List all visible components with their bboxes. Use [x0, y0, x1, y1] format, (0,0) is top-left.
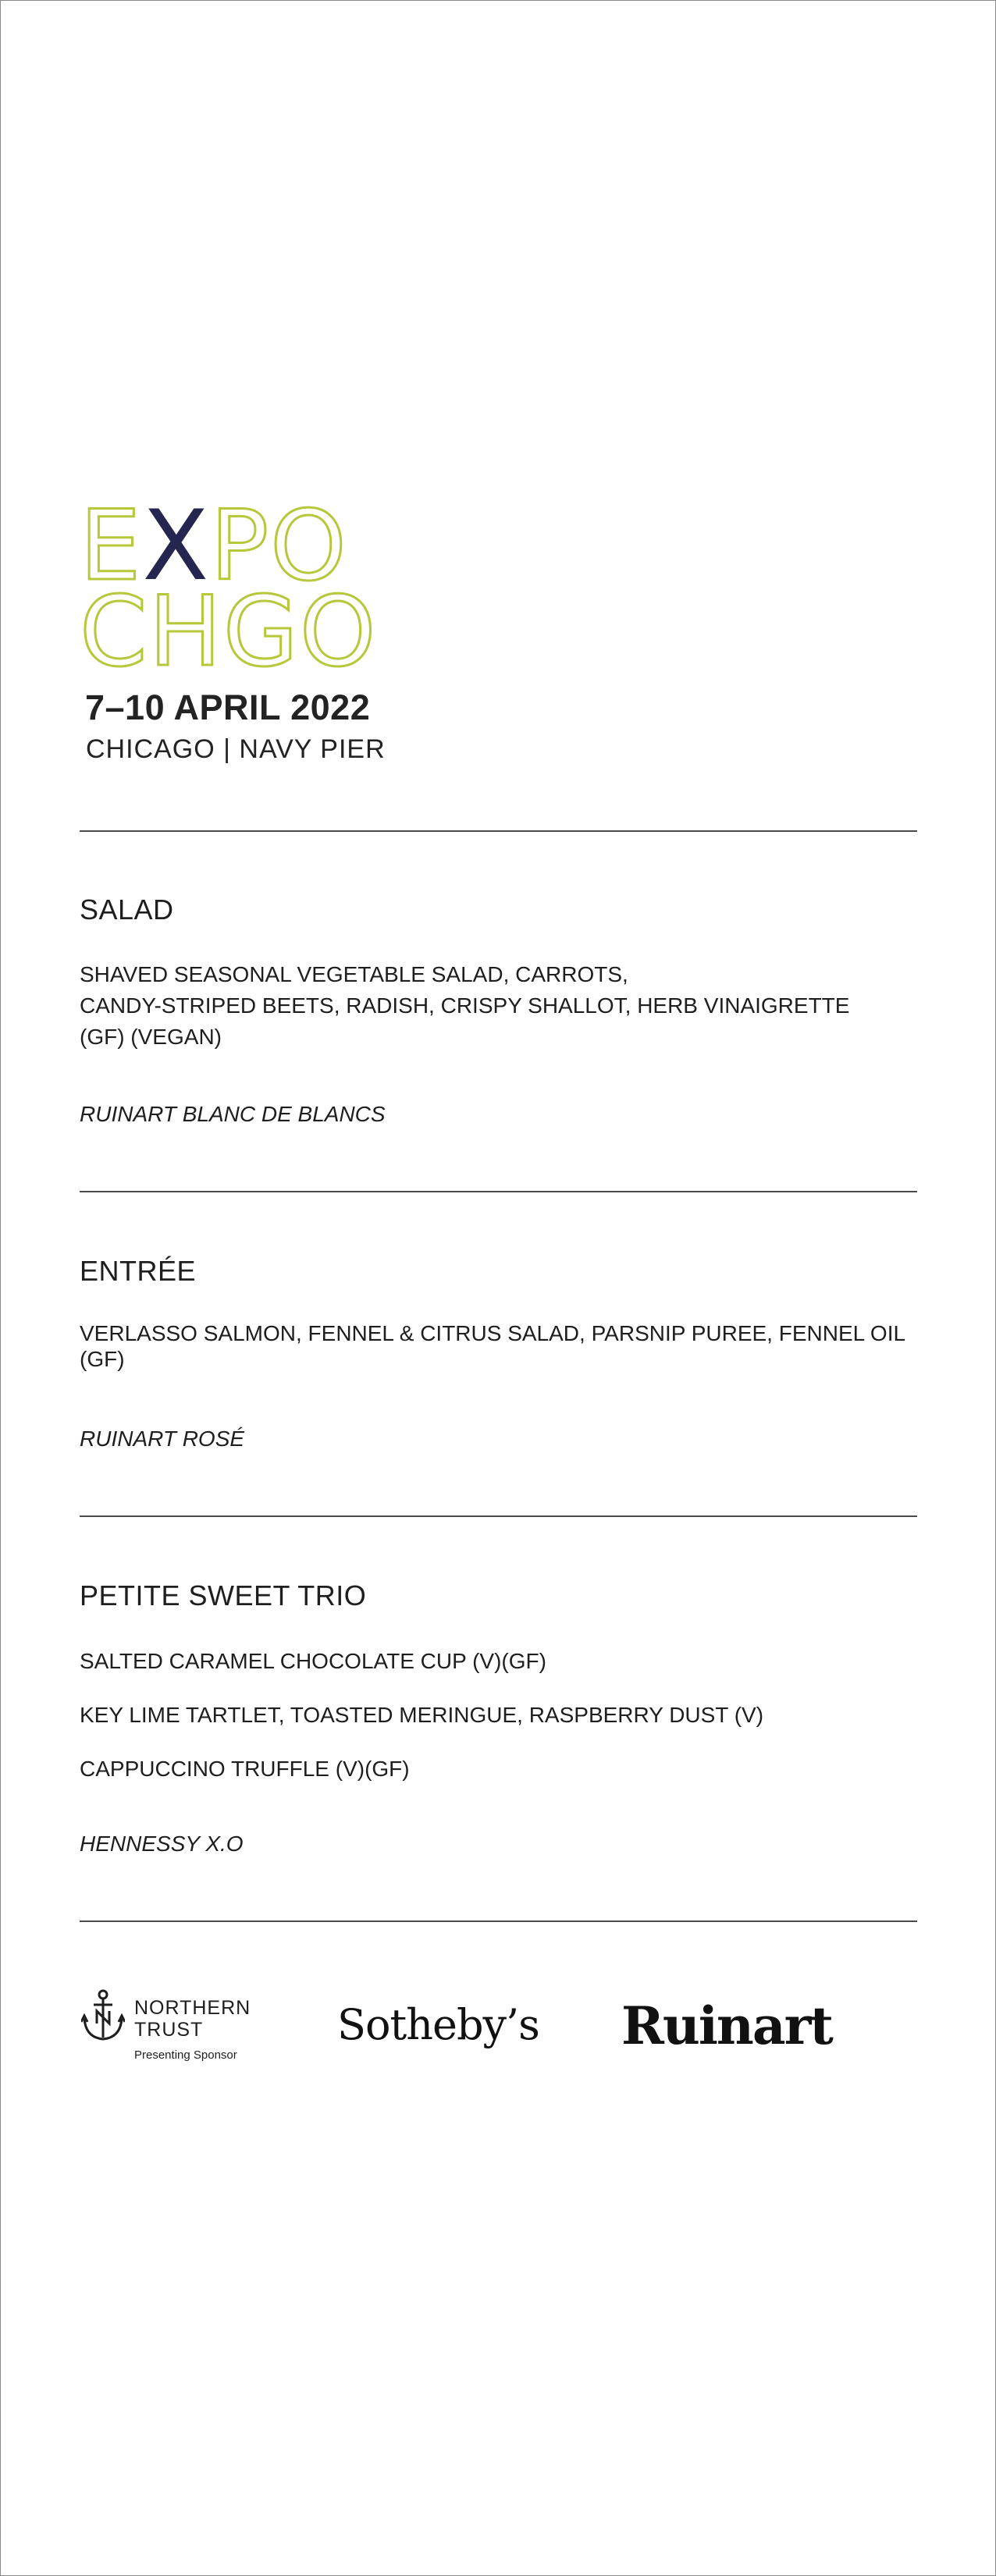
logo-letter-e: E — [80, 490, 143, 602]
northern-trust-name-line: TRUST — [134, 2019, 204, 2041]
dessert-heading: PETITE SWEET TRIO — [80, 1579, 367, 1611]
northern-trust-name-line: NORTHERN — [134, 1997, 251, 2019]
dessert-item: KEY LIME TARTLET, TOASTED MERINGUE, RASPBERRY DUST (V) — [80, 1703, 764, 1727]
anchor-icon — [81, 1989, 125, 2044]
divider — [80, 1191, 917, 1192]
expo-chgo-logo — [80, 490, 400, 688]
salad-description — [80, 959, 923, 1053]
ruinart-logo: Ruinart — [621, 1995, 832, 2056]
divider — [80, 1920, 917, 1922]
logo-letters-po: PO — [210, 490, 348, 602]
salad-line: CANDY-STRIPED BEETS, RADISH, CRISPY SHALLOT, HERB VINAIGRETTE — [80, 993, 850, 1018]
divider — [80, 830, 917, 832]
event-location: CHICAGO | NAVY PIER — [86, 734, 386, 764]
entree-heading: ENTRÉE — [80, 1255, 197, 1287]
dessert-item: SALTED CARAMEL CHOCOLATE CUP (V)(GF) — [80, 1649, 546, 1673]
northern-trust-logo — [80, 1983, 283, 2069]
divider — [80, 1515, 917, 1517]
salad-pairing: RUINART BLANC DE BLANCS — [80, 1102, 386, 1126]
dessert-pairing: HENNESSY X.O — [80, 1832, 244, 1856]
northern-trust-name — [134, 1997, 251, 2041]
presenting-sponsor-label: Presenting Sponsor — [134, 2048, 237, 2062]
entree-line: VERLASSO SALMON, FENNEL & CITRUS SALAD, PARSNIP PUREE, FENNEL OIL — [80, 1321, 906, 1345]
salad-heading: SALAD — [80, 894, 174, 926]
salad-line: SHAVED SEASONAL VEGETABLE SALAD, CARROTS, — [80, 962, 628, 986]
logo-line-chgo: CHGO — [80, 576, 378, 688]
event-dates: 7–10 APRIL 2022 — [85, 688, 371, 727]
entree-description — [80, 1320, 923, 1372]
entree-line: (GF) — [80, 1347, 125, 1371]
sothebys-logo: Sotheby’s — [337, 2000, 539, 2049]
salad-line: (GF) (VEGAN) — [80, 1025, 222, 1049]
entree-pairing: RUINART ROSÉ — [80, 1427, 245, 1451]
sponsor-logos — [80, 1983, 860, 2077]
dessert-item: CAPPUCCINO TRUFFLE (V)(GF) — [80, 1757, 410, 1781]
logo-letter-x: X — [142, 490, 211, 602]
